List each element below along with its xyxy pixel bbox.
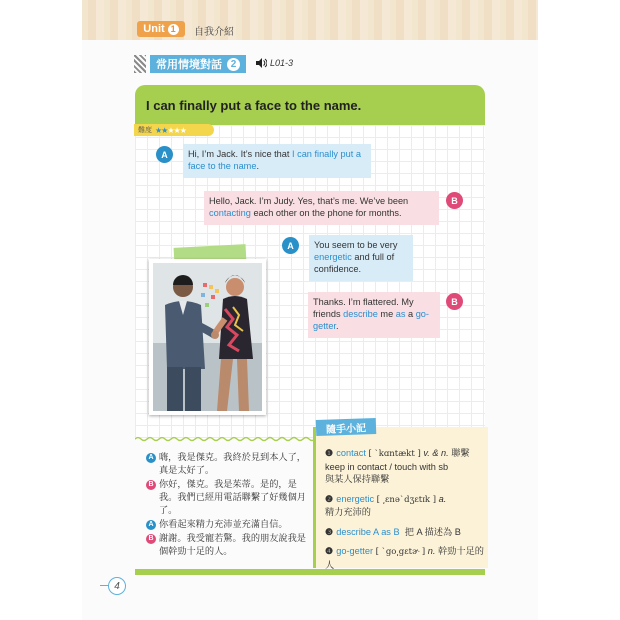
difficulty-rating [134,124,214,136]
dialogue-text: You seem to be very [314,240,398,250]
speaker-b-badge: B [146,534,156,544]
vocab-term: go-getter [336,546,374,556]
speaker-b-badge: B [146,480,156,490]
speaker-a-badge: A [282,237,299,254]
vocab-term: describe A as B [336,526,400,537]
dialogue-bubble-1 [183,144,371,178]
key-phrase: go-getter [313,309,429,331]
dialogue-text: Hello, Jack. I’m Judy. Yes, that’s me. We’ve been [209,196,409,206]
translation-item [146,451,306,477]
unit-tab [137,21,185,37]
unit-number: 1 [168,24,179,35]
star-rating [155,126,186,135]
vocab-note [325,545,485,571]
bottom-bar [135,569,485,575]
difficulty-label: 難度 [138,127,152,134]
pronunciation: [ ͵ɛnəˋdʒɛtɪk ] [376,494,437,505]
star-empty-icon: ★ [179,125,186,135]
part-of-speech: n. [427,546,436,556]
dialogue-text: Hi, I’m Jack. It’s nice that [188,149,292,159]
lesson-headline: I can finally put a face to the name. [135,85,485,125]
vocab-meaning: 把 A 描述為 B [404,526,461,537]
vocab-note [325,526,485,539]
dialogue-text: Thanks. I’m flattered. My friends [313,297,414,319]
dialogue-text: . [256,161,260,171]
wavy-divider [135,436,315,442]
key-phrase: as [395,309,406,319]
note-number: ❸ [325,526,334,537]
vocab-meaning: 幹勁十足的人 [325,546,484,570]
section-header [134,55,246,73]
handshake-illustration [153,263,262,411]
vocab-meaning: 精力充沛的 [325,507,371,517]
vocab-note [325,447,485,486]
translation-text: 你好，傑克。我是茱蒂。是的，是我。我們已經用電話聯繫了好幾個月了。 [159,479,306,515]
vocab-meaning: 聯繫 [451,448,470,458]
unit-title: 自我介紹 [194,27,234,38]
dialogue-bubble-4 [308,292,440,338]
speaker-icon [256,58,267,68]
key-phrase: describe [343,309,378,319]
dialogue-bubble-3 [309,235,413,281]
audio-track[interactable] [256,58,293,68]
vocab-notes-list [325,447,485,578]
note-number: ❶ [325,448,334,458]
translation-item [146,532,306,558]
translation-list [146,451,306,559]
dialogue-text: . [336,321,339,331]
dialogue-text: a [405,309,416,319]
speaker-b-badge: B [446,293,463,310]
section-stripes [134,55,146,73]
unit-word: Unit [143,23,165,35]
note-number: ❹ [325,546,334,556]
vocab-term: energetic [336,493,375,504]
key-phrase: contacting [209,208,251,218]
vocab-usage: keep in contact / touch with sb [325,461,449,472]
speaker-a-badge: A [146,453,156,463]
translation-text: 謝謝。我受寵若驚。我的朋友說我是個幹勁十足的人。 [159,533,306,556]
vocab-note [325,493,485,519]
star-icon: ★ [155,125,162,135]
page-number: 4 [108,577,126,595]
part-of-speech: a. [438,493,447,504]
translation-text: 嗨，我是傑克。我終於見到本人了，真是太好了。 [159,452,306,475]
section-title: 常用情境對話 [156,59,222,71]
note-number: ❷ [325,493,334,504]
dialogue-text: me [377,309,396,319]
dialogue-text: each other on the phone for months. [250,208,402,218]
vocab-notes-title: 隨手小記 [316,418,377,436]
vocab-usage-meaning: 與某人保持聯繫 [325,474,390,484]
section-number: 2 [227,58,240,71]
dialogue-bubble-2 [204,191,439,225]
speaker-a-badge: A [156,146,173,163]
vocab-term: contact [336,448,366,458]
key-phrase: energetic [314,252,352,262]
handshake-photo [149,259,266,415]
star-icon: ★ [161,125,168,135]
part-of-speech: v. & n. [423,448,449,458]
audio-track-label: L01-3 [270,58,294,68]
pronunciation: [ ˋkɑntækt ] [368,449,421,459]
dialogue-text: and full of confidence. [314,252,395,274]
translation-item [146,478,306,517]
star-empty-icon: ★ [167,125,174,135]
star-empty-icon: ★ [173,125,180,135]
section-label [150,55,246,73]
speaker-a-badge: A [146,520,156,530]
translation-text: 你看起來精力充沛並充滿自信。 [159,519,288,529]
translation-item [146,518,306,531]
key-phrase: I can finally put a face to the name [188,149,361,171]
pronunciation: [ ˋgo͵gɛtɚ ] [375,547,426,557]
textbook-page [82,0,538,620]
speaker-b-badge: B [446,192,463,209]
